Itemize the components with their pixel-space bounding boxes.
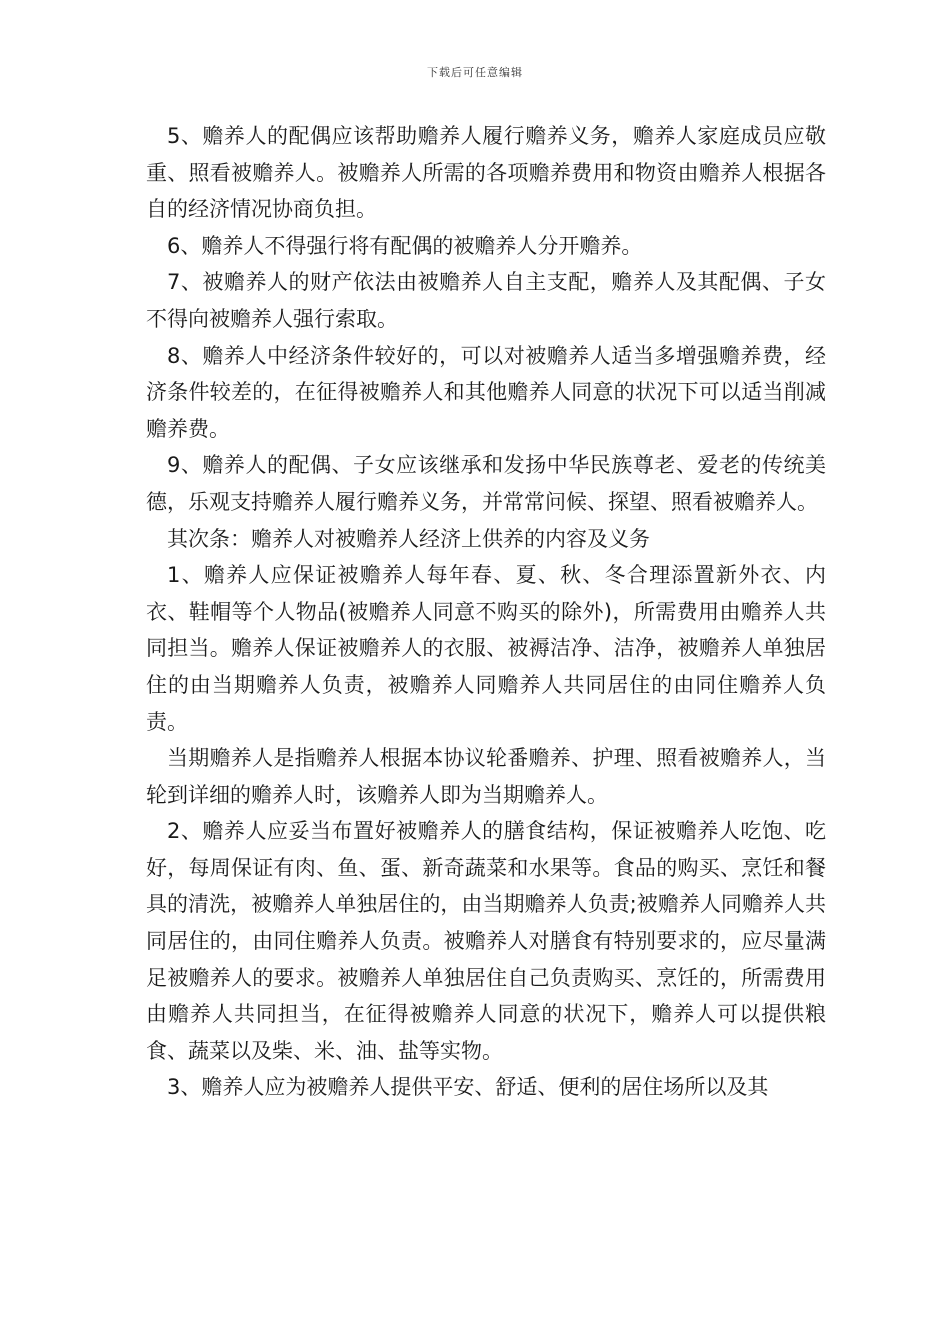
section-heading-article-2: 其次条：赡养人对被赡养人经济上供养的内容及义务	[167, 526, 650, 551]
paragraph-definition: 当期赡养人是指赡养人根据本协议轮番赡养、护理、照看被赡养人，当轮到详细的赡养人时，该赡养人即为当期赡养人。	[146, 746, 826, 807]
paragraph-item-2: 2、赡养人应妥当布置好被赡养人的膳食结构，保证被赡养人吃饱、吃好，每周保证有肉、鱼、蛋、新奇蔬菜和水果等。食品的购买、烹饪和餐具的清洗，被赡养人单独居住的，由当期赡养人负责;被赡养人同赡养人共同居住的，由同住赡养人负责。被赡养人对膳食有特别要求的，应尽量满足被赡养人的要求。被赡养人单独居住自己负责购买、烹饪的，所需费用由赡养人共同担当，在征得被赡养人同意的状况下，赡养人可以提供粮食、蔬菜以及柴、米、油、盐等实物。	[146, 819, 826, 1063]
paragraph-clause-8: 8、赡养人中经济条件较好的，可以对被赡养人适当多增强赡养费，经济条件较差的，在征得被赡养人和其他赡养人同意的状况下可以适当削减赡养费。	[146, 343, 826, 441]
paragraph-clause-6: 6、赡养人不得强行将有配偶的被赡养人分开赡养。	[167, 233, 643, 258]
paragraph-clause-9: 9、赡养人的配偶、子女应该继承和发扬中华民族尊老、爱老的传统美德，乐观支持赡养人履行赡养义务，并常常问候、探望、照看被赡养人。	[146, 453, 826, 514]
page-header: 下载后可任意编辑	[427, 66, 523, 79]
document-body	[146, 118, 826, 1106]
paragraph-item-1: 1、赡养人应保证被赡养人每年春、夏、秋、冬合理添置新外衣、内衣、鞋帽等个人物品(被赡养人同意不购买的除外)，所需费用由赡养人共同担当。赡养人保证被赡养人的衣服、被褥洁净、洁净，被赡养人单独居住的由当期赡养人负责，被赡养人同赡养人共同居住的由同住赡养人负责。	[146, 563, 826, 734]
paragraph-clause-7: 7、被赡养人的财产依法由被赡养人自主支配，赡养人及其配偶、子女不得向被赡养人强行索取。	[146, 270, 826, 331]
paragraph-clause-5: 5、赡养人的配偶应该帮助赡养人履行赡养义务，赡养人家庭成员应敬重、照看被赡养人。被赡养人所需的各项赡养费用和物资由赡养人根据各自的经济情况协商负担。	[146, 124, 826, 222]
paragraph-item-3: 3、赡养人应为被赡养人提供平安、舒适、便利的居住场所以及其	[167, 1075, 769, 1100]
